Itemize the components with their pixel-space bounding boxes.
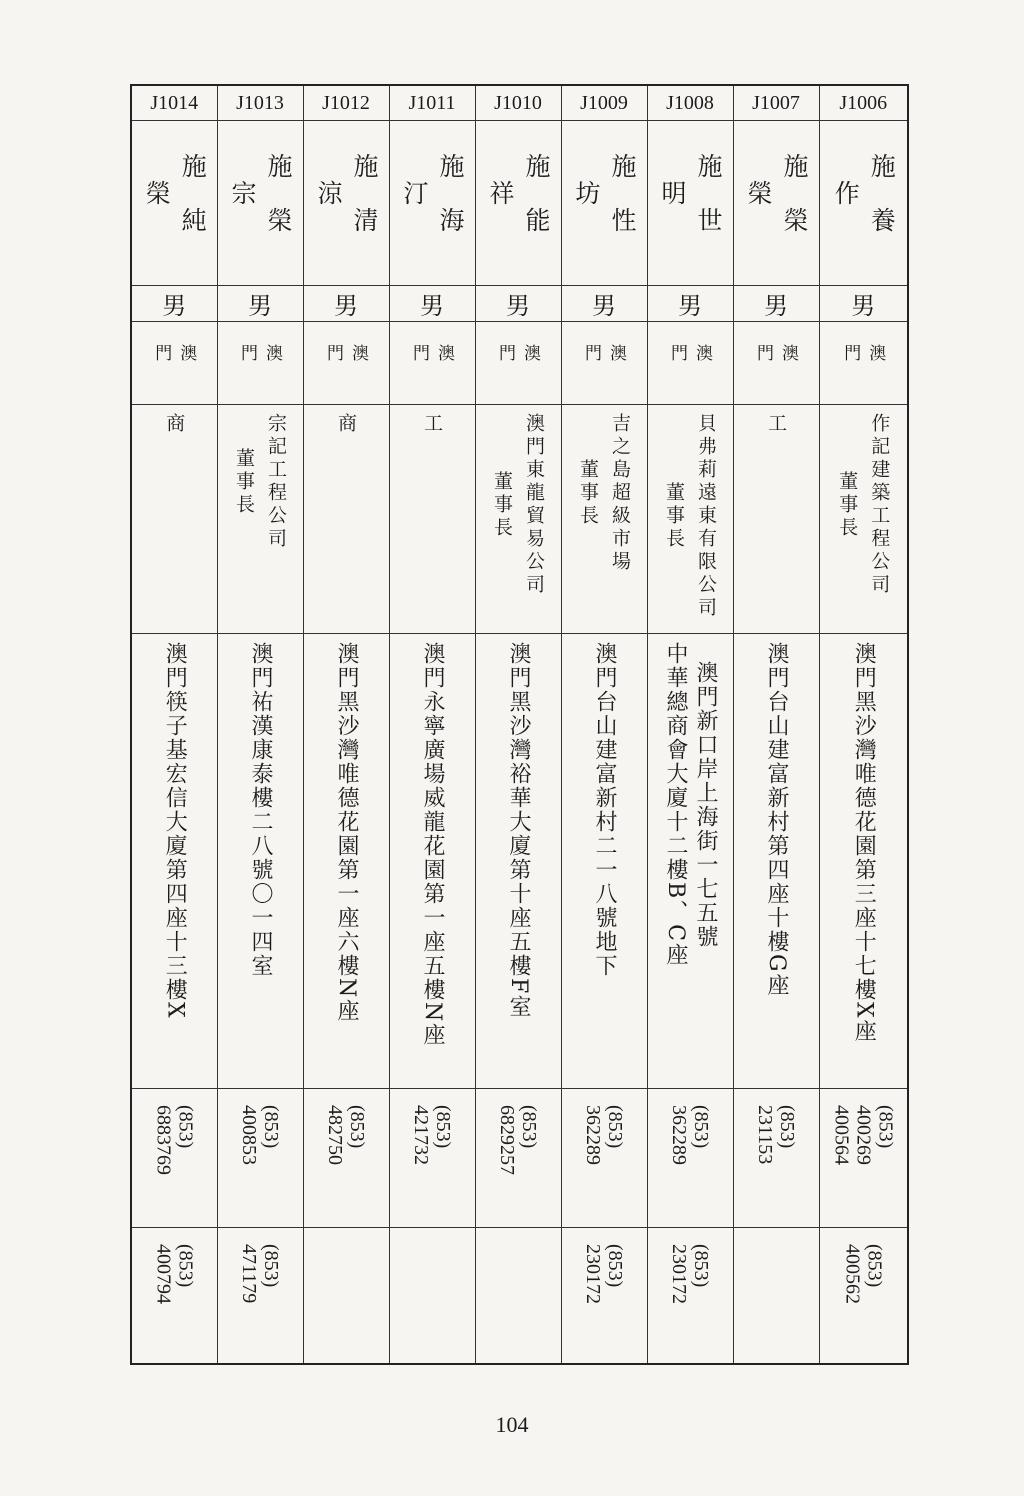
record-name-cell: [819, 121, 908, 286]
record-address-line: 澳門祐漢康泰樓二八號〇一四室: [248, 642, 273, 978]
record-telephone: [582, 1105, 626, 1165]
record-origin: [838, 330, 888, 400]
record-gender: [132, 286, 217, 321]
record-occupation: [158, 413, 190, 436]
record-address-line: 澳門黑沙灣唯德花園第一座六樓N座: [334, 642, 359, 1024]
address-row: [131, 634, 908, 1089]
record-origin: [235, 330, 285, 400]
record-origin-line: 澳門: [237, 344, 282, 386]
record-occupation-line: 董事長: [233, 447, 255, 517]
record-code: [390, 92, 475, 115]
gender-row: [131, 286, 908, 322]
record-code: [218, 92, 303, 115]
record-name: [482, 133, 554, 281]
record-code-cell: [819, 85, 908, 121]
record-telephone-line: 400269: [852, 1105, 875, 1165]
record-address-cell: [733, 634, 819, 1089]
record-gender: [218, 286, 303, 321]
record-telephone-line: 421732: [410, 1105, 432, 1165]
record-name-line: 施性坊: [572, 153, 637, 261]
record-address-line: 澳門黑沙灣唯德花園第三座十七樓X座: [851, 642, 877, 1044]
record-name: [138, 133, 210, 281]
record-name: [568, 133, 640, 281]
record-address-cell: [819, 634, 908, 1089]
record-address-cell: [131, 634, 217, 1089]
record-origin-cell: [647, 322, 733, 405]
record-gender: [648, 286, 733, 321]
record-address: [159, 642, 189, 1020]
record-fax-line: 230172: [668, 1244, 690, 1304]
record-telephone: [830, 1105, 896, 1165]
record-name: [310, 133, 382, 281]
record-code: [820, 92, 908, 115]
name-row: [131, 121, 908, 286]
record-fax-line: 400794: [152, 1244, 175, 1304]
record-fax-cell: [217, 1228, 303, 1365]
record-gender-line: 男: [506, 292, 530, 320]
record-occupation-cell: [217, 405, 303, 634]
record-telephone-line: (853): [518, 1105, 540, 1149]
record-name: [827, 133, 899, 281]
record-name: [224, 133, 296, 281]
record-telephone-line: 6829257: [496, 1105, 518, 1175]
record-code-line: J1014: [150, 91, 199, 114]
record-name-cell: [561, 121, 647, 286]
record-address-cell: [303, 634, 389, 1089]
record-gender: [304, 286, 389, 321]
record-occupation: [416, 413, 448, 436]
record-fax-line: (853): [604, 1244, 626, 1288]
record-occupation-cell: [389, 405, 475, 634]
record-gender-cell: [733, 286, 819, 322]
record-address: [245, 642, 275, 978]
record-origin: [579, 330, 629, 400]
record-telephone-cell: [819, 1089, 908, 1228]
record-code-line: J1006: [839, 91, 888, 114]
record-fax-cell: [647, 1228, 733, 1365]
record-name-cell: [303, 121, 389, 286]
record-origin: [321, 330, 371, 400]
record-address-line: 澳門台山建富新村第四座十樓G座: [764, 642, 789, 998]
record-name-line: 施純榮: [142, 153, 208, 261]
record-address-cell: [217, 634, 303, 1089]
record-origin-cell: [131, 322, 217, 405]
record-address: [331, 642, 361, 1023]
record-name-cell: [389, 121, 475, 286]
record-address: [848, 642, 878, 1044]
record-code: [734, 92, 819, 115]
record-code-line: J1007: [752, 91, 800, 114]
record-code: [132, 92, 217, 115]
record-occupation-cell: [561, 405, 647, 634]
record-name: [740, 133, 812, 281]
record-telephone: [152, 1105, 196, 1175]
record-origin: [493, 330, 543, 400]
record-fax-line: (853): [690, 1244, 712, 1288]
record-address-line: 中華總商會大廈十二樓B、C座: [663, 642, 688, 967]
record-name-line: 施榮榮: [744, 153, 809, 261]
record-code: [648, 92, 733, 115]
record-telephone: [496, 1105, 540, 1175]
record-telephone-cell: [647, 1089, 733, 1228]
record-fax-line: 400562: [841, 1244, 864, 1304]
record-gender-line: 男: [678, 292, 702, 320]
record-name-cell: [647, 121, 733, 286]
record-gender-cell: [475, 286, 561, 322]
record-address-line: 澳門筷子基宏信大廈第四座十三樓X: [162, 642, 188, 1020]
record-occupation: [760, 413, 792, 436]
record-telephone-line: (853): [776, 1105, 798, 1149]
record-address: [417, 642, 447, 1047]
record-code-cell: [131, 85, 217, 121]
record-fax: [841, 1244, 885, 1304]
record-occupation-cell: [647, 405, 733, 634]
record-telephone-line: (853): [260, 1105, 282, 1149]
record-code: [476, 92, 561, 115]
record-occupation-cell: [819, 405, 908, 634]
record-name-line: 施世明: [658, 153, 723, 261]
record-code-cell: [389, 85, 475, 121]
record-origin-cell: [561, 322, 647, 405]
record-gender: [820, 286, 908, 321]
record-origin-line: 澳門: [323, 344, 368, 386]
record-occupation: [658, 413, 722, 620]
record-fax-cell: [561, 1228, 647, 1365]
record-telephone-line: 362289: [582, 1105, 604, 1165]
record-telephone-cell: [303, 1089, 389, 1228]
record-name-cell: [131, 121, 217, 286]
record-gender-cell: [647, 286, 733, 322]
record-origin-cell: [733, 322, 819, 405]
record-address: [503, 642, 533, 1019]
record-gender-line: 男: [764, 292, 788, 320]
record-fax-line: 471179: [238, 1244, 260, 1304]
record-fax-line: 230172: [582, 1244, 604, 1304]
record-occupation-line: 董事長: [836, 470, 859, 540]
record-fax-line: (853): [260, 1244, 282, 1288]
record-occupation-line: 商: [163, 413, 186, 436]
record-fax-line: (853): [863, 1244, 886, 1288]
record-code-cell: [217, 85, 303, 121]
record-name-cell: [733, 121, 819, 286]
record-fax: [582, 1244, 626, 1304]
code-row: [131, 85, 908, 121]
record-fax-line: (853): [174, 1244, 197, 1288]
record-fax-cell: [303, 1228, 389, 1365]
record-gender-line: 男: [851, 292, 876, 320]
record-gender-line: 男: [248, 292, 272, 320]
record-gender-cell: [389, 286, 475, 322]
record-gender-cell: [303, 286, 389, 322]
record-occupation-line: 貝弗莉遠東有限公司: [695, 413, 717, 620]
record-telephone: [410, 1105, 454, 1165]
telephone-row: [131, 1089, 908, 1228]
record-address: [589, 642, 619, 978]
record-fax-cell: [131, 1228, 217, 1365]
record-occupation-line: 工: [421, 413, 443, 436]
record-telephone-line: 6883769: [152, 1105, 175, 1175]
record-telephone-line: (853): [432, 1105, 454, 1149]
record-origin-cell: [389, 322, 475, 405]
record-name-line: 施榮宗: [228, 153, 293, 261]
record-address-cell: [561, 634, 647, 1089]
record-origin: [149, 330, 199, 400]
record-gender: [734, 286, 819, 321]
record-name-line: 施清涼: [314, 153, 379, 261]
record-origin-cell: [303, 322, 389, 405]
record-origin-line: 澳門: [581, 344, 626, 386]
record-fax-cell: [733, 1228, 819, 1365]
record-code: [304, 92, 389, 115]
record-telephone-cell: [217, 1089, 303, 1228]
record-telephone-cell: [733, 1089, 819, 1228]
occupation-row: [131, 405, 908, 634]
record-fax-cell: [475, 1228, 561, 1365]
record-occupation-line: 董事長: [491, 470, 513, 540]
page-number: 104: [495, 1412, 529, 1437]
record-address-cell: [475, 634, 561, 1089]
record-name: [396, 133, 468, 281]
record-origin-line: 澳門: [495, 344, 540, 386]
record-telephone: [238, 1105, 282, 1165]
record-fax-cell: [819, 1228, 908, 1365]
record-gender-cell: [819, 286, 908, 322]
record-address: [761, 642, 791, 998]
record-origin-line: 澳門: [151, 344, 197, 386]
record-occupation: [572, 413, 636, 574]
record-code-line: J1009: [580, 91, 628, 114]
record-telephone-line: 231153: [754, 1105, 776, 1165]
record-gender-line: 男: [420, 292, 444, 320]
record-telephone-line: (853): [346, 1105, 368, 1149]
origin-row: [131, 322, 908, 405]
record-gender-line: 男: [162, 292, 187, 320]
record-occupation-cell: [303, 405, 389, 634]
record-address: [660, 642, 720, 967]
record-telephone-line: (853): [604, 1105, 626, 1149]
record-name-line: 施能祥: [486, 153, 551, 261]
record-telephone: [754, 1105, 798, 1164]
record-occupation-line: 董事長: [577, 459, 599, 528]
record-occupation: [486, 413, 550, 597]
record-gender-cell: [217, 286, 303, 322]
record-code-cell: [561, 85, 647, 121]
record-occupation: [330, 413, 362, 436]
record-name-cell: [475, 121, 561, 286]
record-fax: [152, 1244, 196, 1304]
record-telephone-line: (853): [174, 1105, 197, 1149]
record-origin-line: 澳門: [667, 344, 712, 386]
record-occupation-line: 董事長: [663, 482, 685, 551]
record-code-line: J1013: [236, 91, 284, 114]
record-occupation-cell: [131, 405, 217, 634]
record-origin: [407, 330, 457, 400]
record-telephone-line: (853): [874, 1105, 897, 1149]
record-telephone-line: (853): [690, 1105, 712, 1149]
record-occupation-line: 作記建築工程公司: [868, 413, 891, 597]
record-occupation: [228, 413, 292, 551]
record-origin-line: 澳門: [840, 344, 886, 386]
record-origin-line: 澳門: [753, 344, 798, 386]
record-occupation: [831, 413, 895, 597]
record-origin-cell: [475, 322, 561, 405]
record-occupation-line: 吉之島超級市場: [609, 413, 631, 574]
record-code-line: J1008: [666, 91, 714, 114]
record-telephone-line: 362289: [668, 1105, 690, 1165]
record-occupation-line: 宗記工程公司: [265, 413, 287, 551]
record-origin-cell: [217, 322, 303, 405]
record-telephone-cell: [475, 1089, 561, 1228]
record-name-line: 施養作: [831, 153, 897, 261]
record-gender: [562, 286, 647, 321]
record-telephone-line: 482750: [324, 1105, 346, 1165]
record-address-cell: [389, 634, 475, 1089]
record-occupation-line: 商: [335, 413, 357, 436]
record-occupation-cell: [733, 405, 819, 634]
record-gender-cell: [131, 286, 217, 322]
record-gender-line: 男: [592, 292, 616, 320]
record-occupation-line: 工: [765, 413, 787, 436]
record-fax: [668, 1244, 712, 1304]
record-telephone-cell: [131, 1089, 217, 1228]
record-gender: [390, 286, 475, 321]
record-origin: [751, 330, 801, 400]
fax-row: [131, 1228, 908, 1365]
record-telephone-cell: [561, 1089, 647, 1228]
record-name-line: 施海汀: [400, 153, 465, 261]
record-occupation-line: 澳門東龍貿易公司: [523, 413, 545, 597]
record-code-cell: [475, 85, 561, 121]
record-fax: [238, 1244, 282, 1303]
record-address-line: 澳門台山建富新村二一八號地下: [592, 642, 617, 978]
record-telephone-line: 400853: [238, 1105, 260, 1165]
record-telephone-line: 400564: [830, 1105, 853, 1165]
record-occupation-cell: [475, 405, 561, 634]
record-code-line: J1010: [494, 91, 542, 114]
record-name: [654, 133, 726, 281]
record-address-line: 澳門永寧廣場威龍花園第一座五樓N座: [420, 642, 445, 1048]
record-code: [562, 92, 647, 115]
record-code-line: J1011: [408, 91, 456, 114]
record-telephone: [324, 1105, 368, 1165]
record-code-line: J1012: [322, 91, 370, 114]
record-address-line: 澳門新口岸上海街一七五號: [693, 660, 718, 949]
record-origin-cell: [819, 322, 908, 405]
record-code-cell: [647, 85, 733, 121]
record-origin-line: 澳門: [409, 344, 454, 386]
record-code-cell: [733, 85, 819, 121]
record-code-cell: [303, 85, 389, 121]
record-fax-cell: [389, 1228, 475, 1365]
record-address-cell: [647, 634, 733, 1089]
record-address-line: 澳門黑沙灣裕華大廈第十座五樓F室: [506, 642, 531, 1020]
record-name-cell: [217, 121, 303, 286]
record-gender-cell: [561, 286, 647, 322]
record-telephone-cell: [389, 1089, 475, 1228]
record-origin: [665, 330, 715, 400]
record-gender: [476, 286, 561, 321]
member-table: [130, 84, 909, 1365]
record-telephone: [668, 1105, 712, 1165]
record-gender-line: 男: [334, 292, 358, 320]
